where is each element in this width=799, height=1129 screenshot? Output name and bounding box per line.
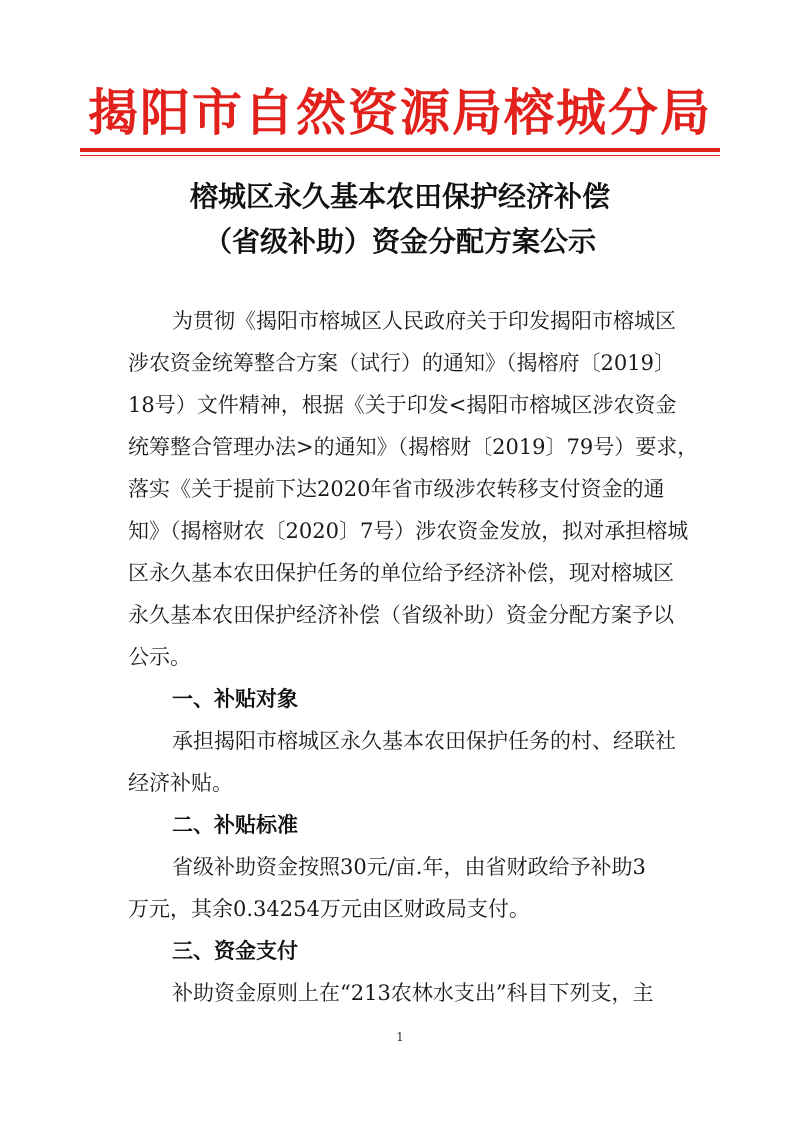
section-heading-subsidy-target: 一、补贴对象	[172, 687, 298, 711]
letterhead-rule-thin	[80, 155, 720, 156]
intro-paragraph-line: 知》（揭榕财农〔2020〕7号）涉农资金发放，拟对承担榕城	[128, 519, 689, 543]
page-number: 1	[396, 1030, 404, 1044]
document-title-line-2: （省级补助）资金分配方案公示	[203, 225, 596, 258]
section-paragraph-line: 经济补贴。	[128, 771, 233, 795]
letterhead-rule-thick	[80, 148, 720, 152]
intro-paragraph-line: 统筹整合管理办法>的通知》（揭榕财〔2019〕79号）要求，	[128, 435, 699, 459]
intro-paragraph-line: 公示。	[128, 645, 191, 669]
section-paragraph-line: 省级补助资金按照30元/亩.年，由省财政给予补助3	[172, 855, 646, 879]
intro-paragraph-line: 涉农资金统筹整合方案（试行）的通知》（揭榕府〔2019〕	[128, 351, 675, 375]
document-title-line-1: 榕城区永久基本农田保护经济补偿	[189, 180, 610, 213]
section-heading-fund-payment: 三、资金支付	[172, 939, 298, 963]
section-heading-subsidy-standard: 二、补贴标准	[172, 813, 298, 837]
section-paragraph-line: 承担揭阳市榕城区永久基本农田保护任务的村、经联社	[172, 729, 676, 753]
intro-paragraph-line: 18号）文件精神，根据《关于印发<揭阳市榕城区涉农资金	[128, 393, 677, 417]
intro-paragraph-line: 区永久基本农田保护任务的单位给予经济补偿，现对榕城区	[128, 561, 674, 585]
intro-paragraph-line: 永久基本农田保护经济补偿（省级补助）资金分配方案予以	[128, 603, 674, 627]
intro-paragraph-line: 落实《关于提前下达2020年省市级涉农转移支付资金的通	[128, 477, 665, 501]
section-paragraph-line: 补助资金原则上在“213农林水支出”科目下列支，主	[172, 981, 654, 1005]
intro-paragraph-line: 为贯彻《揭阳市榕城区人民政府关于印发揭阳市榕城区	[172, 309, 676, 333]
section-paragraph-line: 万元，其余0.34254万元由区财政局支付。	[128, 897, 530, 921]
letterhead-title: 揭阳市自然资源局榕城分局	[88, 84, 712, 142]
